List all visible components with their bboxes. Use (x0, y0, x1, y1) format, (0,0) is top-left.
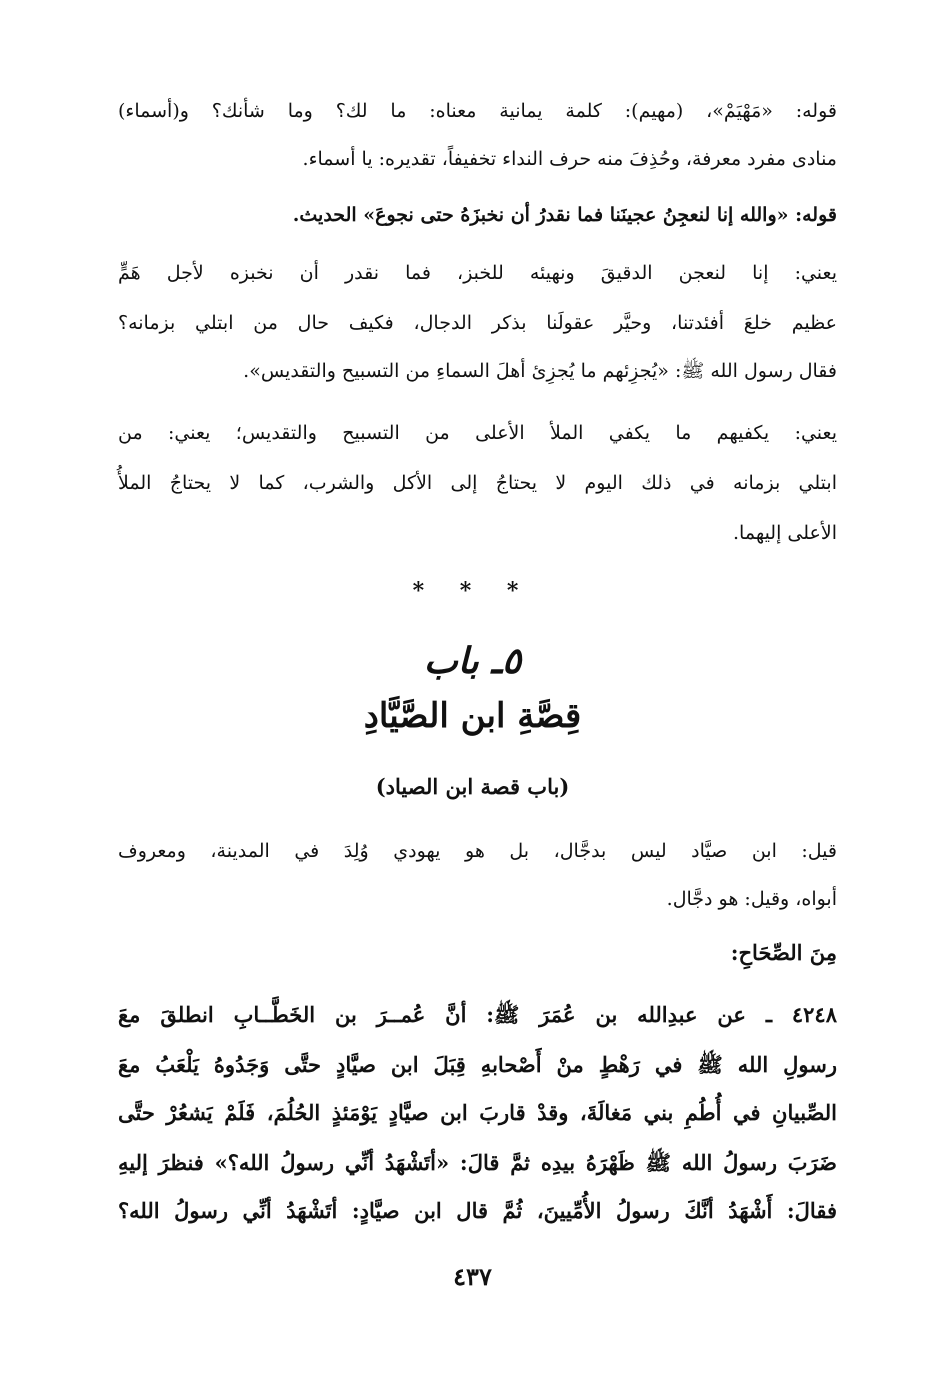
para3-line-1: يعني: إنا لنعجن الدقيقَ ونهيئه للخبز، فما نقدر أن نخبزه لأجل هَمٍّ (118, 262, 837, 284)
para3-line-2: عظيم خلعَ أفئدتنا، وحيَّر عقولَنا بذكر الدجال، فكيف حال من ابتلي بزمانه؟ (118, 312, 837, 334)
para2-line: قوله: «والله إنا لنعجِنُ عجينَنا فما نقدرُ أن نخبزَهُ حتى نجوعَ» الحديث. (292, 204, 837, 226)
para4-line-2: ابتلي بزمانه في ذلك اليوم لا يحتاجُ إلى الأكل والشرب، كما لا يحتاجُ الملأُ (118, 472, 837, 494)
para1-line-2: منادى مفرد معرفة، وحُذِفَ منه حرف النداء تخفيفاً، تقديره: يا أسماء. (302, 148, 837, 170)
section-separator: * * * (412, 578, 533, 604)
para5-line-1: قيل: ابن صيَّاد ليس بدجَّال، بل هو يهودي وُلِدَ في المدينة، ومعروف (118, 840, 837, 862)
para3-line-3: فقال رسول الله ﷺ: «يُجزِئهم ما يُجزِئ أهلَ السماءِ من التسبيح والتقديس». (243, 360, 837, 382)
page-number: ٤٣٧ (453, 1262, 492, 1291)
para4-line-3: الأعلى إليهما. (733, 522, 837, 544)
hadith-line-2: رسولِ الله ﷺ في رَهْطٍ منْ أَصْحابهِ قِبَلَ ابن صيَّادٍ حتَّى وَجَدُوهُ يَلْعَبُ معَ (118, 1052, 837, 1077)
section-heading: مِنَ الصِّحَاحِ: (730, 940, 837, 965)
hadith-line-5: فقالَ: أَشْهَدُ أنَّكَ رسولُ الأُمِّيينَ، ثُمَّ قال ابن صيَّادٍ: أتَشْهَدُ أنِّي رسولُ الله؟ (118, 1198, 837, 1223)
para4-line-1: يعني: يكفيهم ما يكفي الملأ الأعلى من التسبيح والتقديس؛ يعني: من (118, 422, 837, 444)
chapter-subtitle: (باب قصة ابن الصياد) (375, 774, 570, 799)
hadith-line-1: ٤٢٤٨ ـ عن عبدِالله بن عُمَرَ ﷺ: أنَّ عُمــرَ بن الخَطَّــابِ انطلقَ معَ (118, 1002, 837, 1027)
para5-line-2: أبواه، وقيل: هو دجَّال. (666, 888, 837, 910)
chapter-number: ٥ـ باب (423, 640, 522, 682)
chapter-title: قِصَّةِ ابن الصَّيَّادِ (363, 696, 582, 736)
hadith-line-4: ضَرَبَ رسولُ الله ﷺ ظَهْرَهُ بيدِه ثمَّ قالَ: «أتَشْهَدُ أنِّي رسولُ الله؟» فنظرَ إليهِ (118, 1150, 837, 1175)
para1-line-1: قوله: «مَهْيَمْ»، (مهيم): كلمة يمانية معناه: ما لك؟ وما شأنك؟ و(أسماء) (118, 100, 837, 122)
hadith-line-3: الصِّبيانِ في أُطُمِ بني مَغالَةَ، وقدْ قاربَ ابن صيَّادٍ يَوْمَئذٍ الحُلُمَ، فَلَمْ يَشعُرْ حتَّى (118, 1100, 837, 1125)
